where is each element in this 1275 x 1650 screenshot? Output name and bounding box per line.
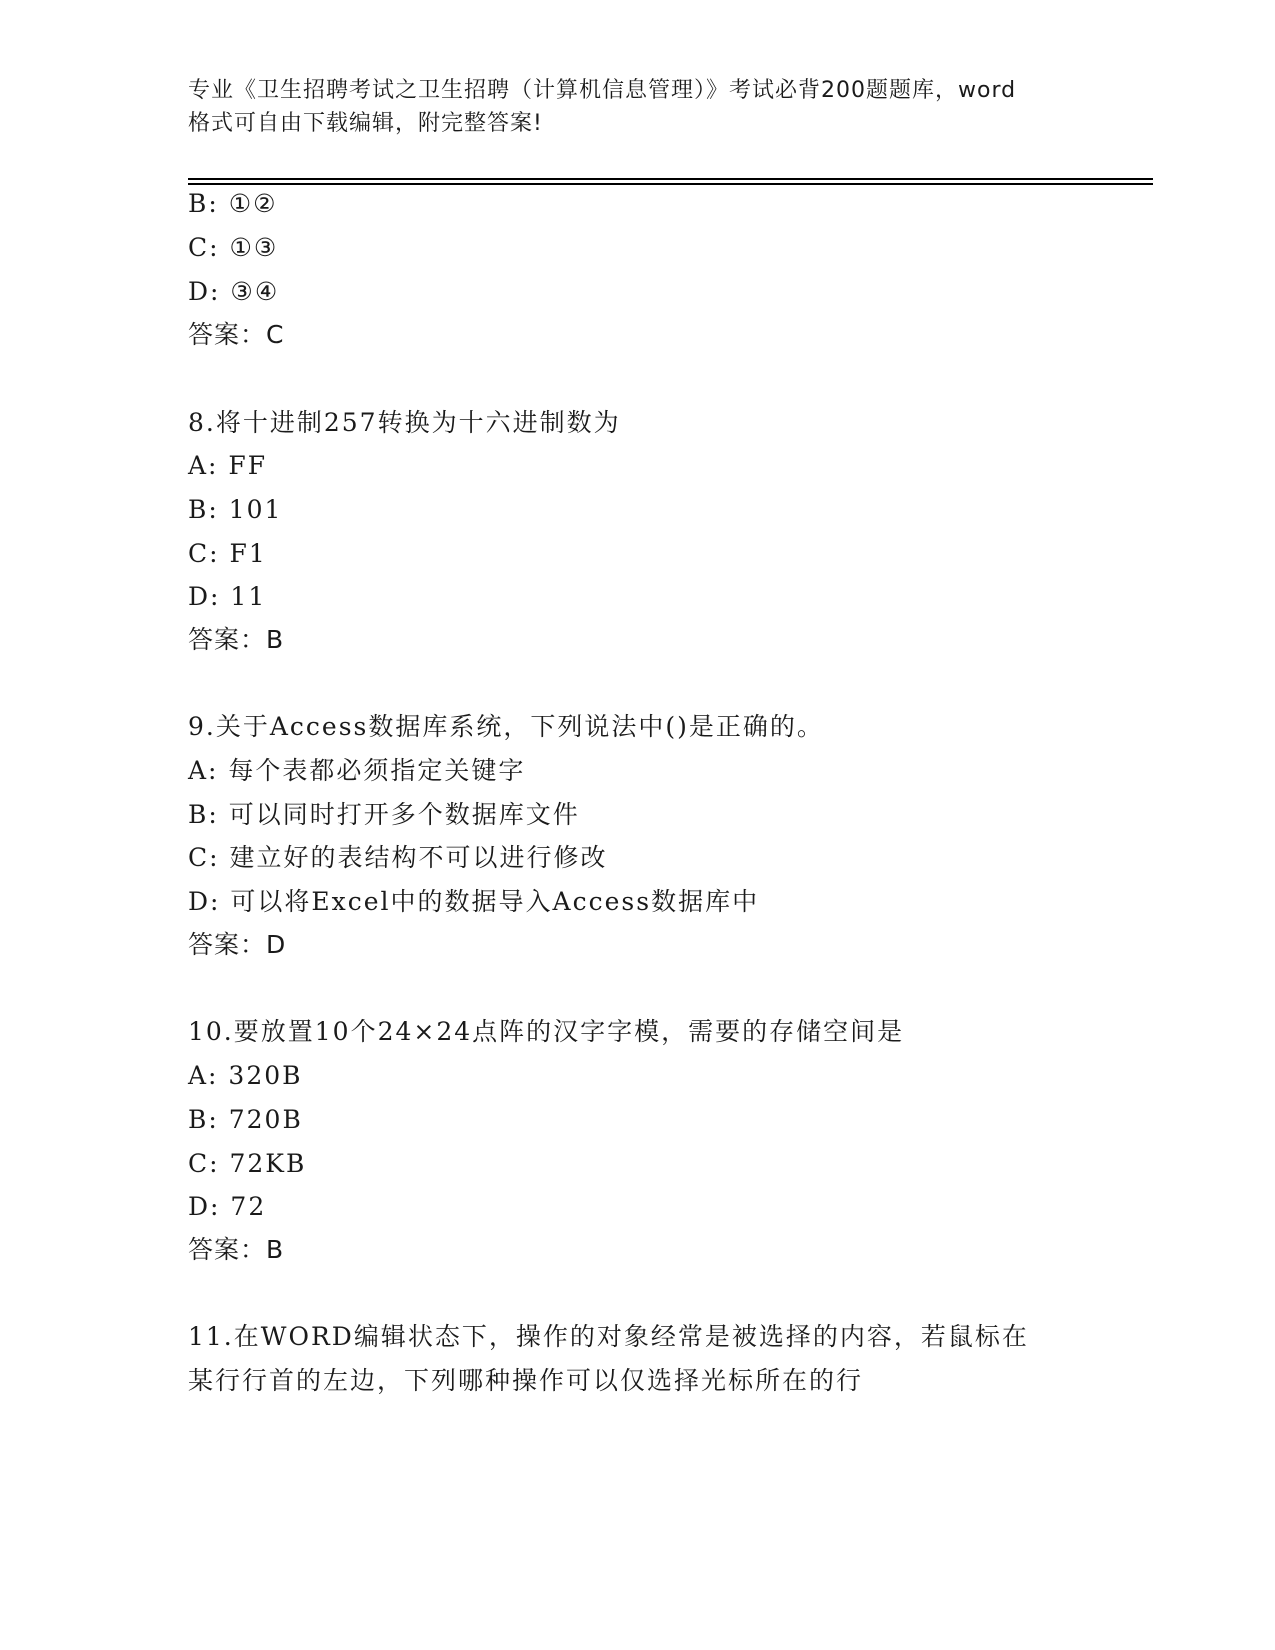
header-divider-top (188, 178, 1153, 180)
document-header (188, 74, 1088, 140)
q11-question-line-2: 某行行首的左边，下列哪种操作可以仅选择光标所在的行 (188, 1366, 864, 1395)
q8-option-b: B: 101 (188, 495, 283, 524)
header-title-line-2: 格式可自由下载编辑，附完整答案! (188, 111, 543, 136)
q9-option-b: B: 可以同时打开多个数据库文件 (188, 800, 580, 829)
q7-answer: 答案：C (188, 320, 285, 349)
q11-question-line-1: 11.在WORD编辑状态下，操作的对象经常是被选择的内容，若鼠标在 (188, 1322, 1029, 1351)
q7-option-d: D: ③④ (188, 277, 280, 306)
header-title-line-1: 专业《卫生招聘考试之卫生招聘（计算机信息管理）》考试必背200题题库，word (188, 78, 1017, 103)
q7-option-b: B: ①② (188, 189, 278, 218)
q8-option-c: C: F1 (188, 539, 267, 568)
q7-option-c: C: ①③ (188, 233, 279, 262)
q9-option-d: D: 可以将Excel中的数据导入Access数据库中 (188, 887, 760, 916)
q10-answer: 答案：B (188, 1235, 285, 1264)
q9-question: 9.关于Access数据库系统，下列说法中()是正确的。 (188, 712, 824, 741)
q9-option-a: A: 每个表都必须指定关键字 (188, 756, 526, 785)
q10-option-a: A: 320B (188, 1061, 303, 1090)
q10-option-c: C: 72KB (188, 1149, 307, 1178)
header-divider-bottom (188, 183, 1153, 185)
q10-option-b: B: 720B (188, 1105, 303, 1134)
q8-option-d: D: 11 (188, 582, 267, 611)
q10-question: 10.要放置10个24×24点阵的汉字字模，需要的存储空间是 (188, 1017, 905, 1046)
q9-option-c: C: 建立好的表结构不可以进行修改 (188, 843, 608, 872)
q8-option-a: A: FF (188, 451, 268, 480)
q8-question: 8.将十进制257转换为十六进制数为 (188, 408, 621, 437)
q8-answer: 答案：B (188, 625, 285, 654)
q10-option-d: D: 72 (188, 1192, 267, 1221)
q9-answer: 答案：D (188, 930, 287, 959)
